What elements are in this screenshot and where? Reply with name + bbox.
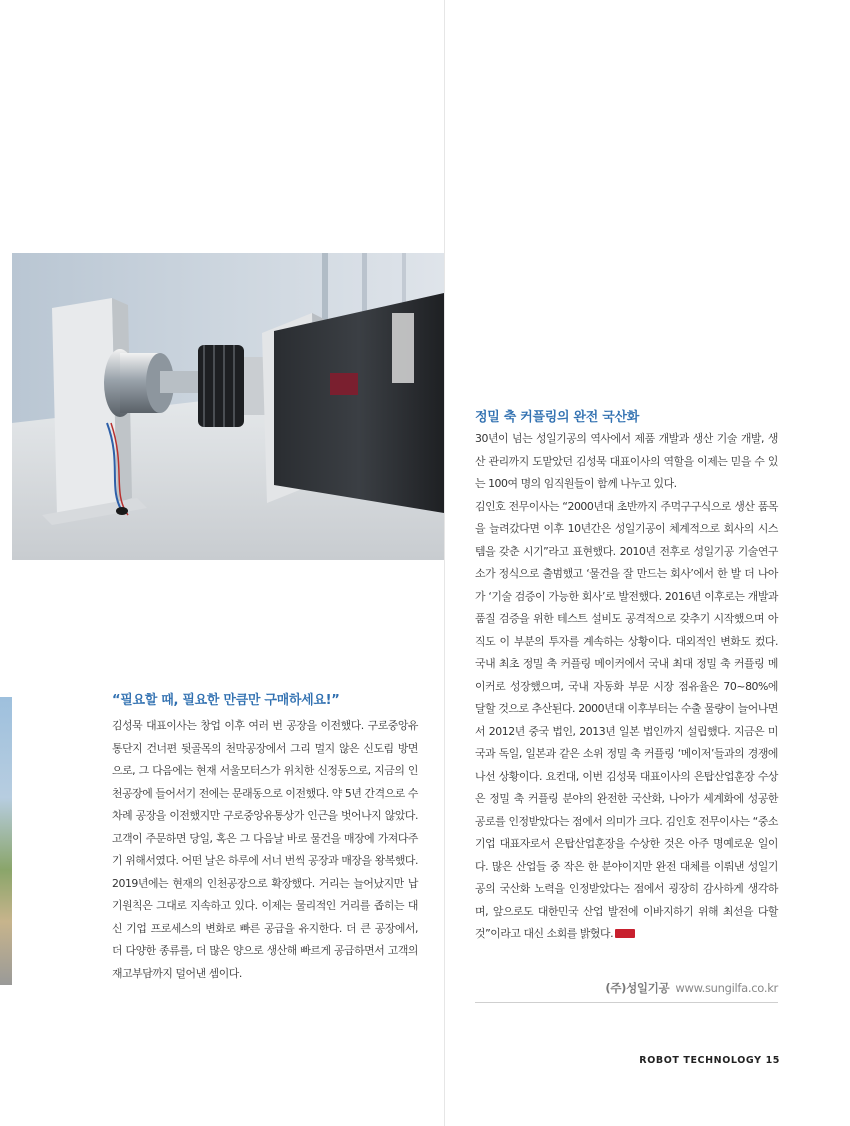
left-body-column: [112, 715, 418, 985]
company-url[interactable]: www.sungilfa.co.kr: [675, 981, 778, 995]
right-body-paragraph-1: 30년이 넘는 성일기공의 역사에서 제품 개발과 생산 기술 개발, 생산 관리까지 도맡았던 김성묵 대표이사의 역할을 이제는 믿을 수 있는 100여 명의 임직원들이 함께 나누고 있다.: [475, 432, 778, 490]
left-section-heading: “필요할 때, 필요한 만큼만 구매하세요!”: [112, 693, 340, 708]
magazine-name: ROBOT TECHNOLOGY: [639, 1055, 762, 1066]
right-body-paragraph-2: [475, 496, 778, 946]
page-footer: [620, 1055, 780, 1066]
page-number: 15: [765, 1055, 780, 1066]
adjacent-photo-edge: [0, 697, 12, 985]
page-fold-line: [444, 0, 445, 1126]
left-body-paragraph: 김성묵 대표이사는 창업 이후 여러 번 공장을 이전했다. 구로중앙유통단지 건너편 뒷골목의 천막공장에서 그리 멀지 않은 신도림 방면으로, 그 다음에는 현재 서울모터스가 위치한 신정동으로, 지금의 인천공장에 들어서기 전에는 문래동으로 이전했다. 약 5년 간격으로 수차례 공장을 이전했지만 구로중앙유통상가 인근을 벗어나지 않았다. 고객이 주문하면 당일, 혹은 그 다음날 바로 물건을 매장에 가져다주기 위해서였다. 어떤 날은 하루에 서너 번씩 공장과 매장을 왕복했다. 2019년에는 현재의 인천공장으로 확장했다. 거리는 늘어났지만 납기원칙은 그대로 지속하고 있다. 이제는 물리적인 거리를 좁히는 대신 기업 프로세스의 변화로 빠른 공급을 유지한다. 더 큰 공장에서, 더 다양한 종류를, 더 많은 양으로 생산해 빠르게 공급하면서 고객의 재고부담까지 덜어낸 셈이다.: [112, 719, 418, 980]
right-section-heading: 정밀 축 커플링의 완전 국산화: [475, 410, 639, 425]
company-name: (주)성일기공: [605, 981, 670, 995]
credit-divider: [475, 1002, 778, 1003]
coupling-test-rig-photo: [12, 253, 444, 560]
company-credit: [475, 980, 778, 996]
right-body-paragraph-2-text: 김인호 전무이사는 “2000년대 초반까지 주먹구구식으로 생산 품목을 늘려갔다면 이후 10년간은 성일기공이 체계적으로 회사의 시스템을 갖춘 시기”라고 표현했다. 2010년 전후로 성일기공 기술연구소가 정식으로 출범했고 ‘물건을 잘 만드는 회사’에서 한 발 더 나아가 ‘기술 검증이 가능한 회사’로 발전했다. 2016년 이후로는 개발과 품질 검증을 위한 테스트 설비도 공격적으로 갖추기 시작했으며 아직도 이 부분의 투자를 계속하는 상황이다. 대외적인 변화도 컸다. 국내 최초 정밀 축 커플링 메이커에서 국내 최대 정밀 축 커플링 메이커로 성장했으며, 국내 자동화 부문 시장 점유율은 70~80%에 달할 것으로 추산된다. 2000년대 이후부터는 수출 물량이 늘어나면서 2012년 중국 법인, 2013년 일본 법인까지 설립했다. 지금은 미국과 독일, 일본과 같은 소위 정밀 축 커플링 ‘메이저’들과의 경쟁에 나선 상황이다. 요컨대, 이번 김성묵 대표이사의 은탑산업훈장 수상은 정밀 축 커플링 분야의 완전한 국산화, 나아가 세계화에 성공한 공로를 인정받았다는 점에서 의미가 크다. 김인호 전무이사는 “중소기업 대표자로서 은탑산업훈장을 수상한 것은 아주 명예로운 일이다. 많은 산업들 중 작은 한 분야이지만 완전 대체를 이뤄낸 성일기공의 국산화 노력을 인정받았다는 점에서 굉장히 감사하게 생각하며, 앞으로도 대한민국 산업 발전에 이바지하기 위해 최선을 다할 것”이라고 대신 소회를 밝혔다.: [475, 499, 778, 940]
right-body-column: [475, 428, 778, 946]
article-end-mark-icon: [615, 929, 635, 938]
